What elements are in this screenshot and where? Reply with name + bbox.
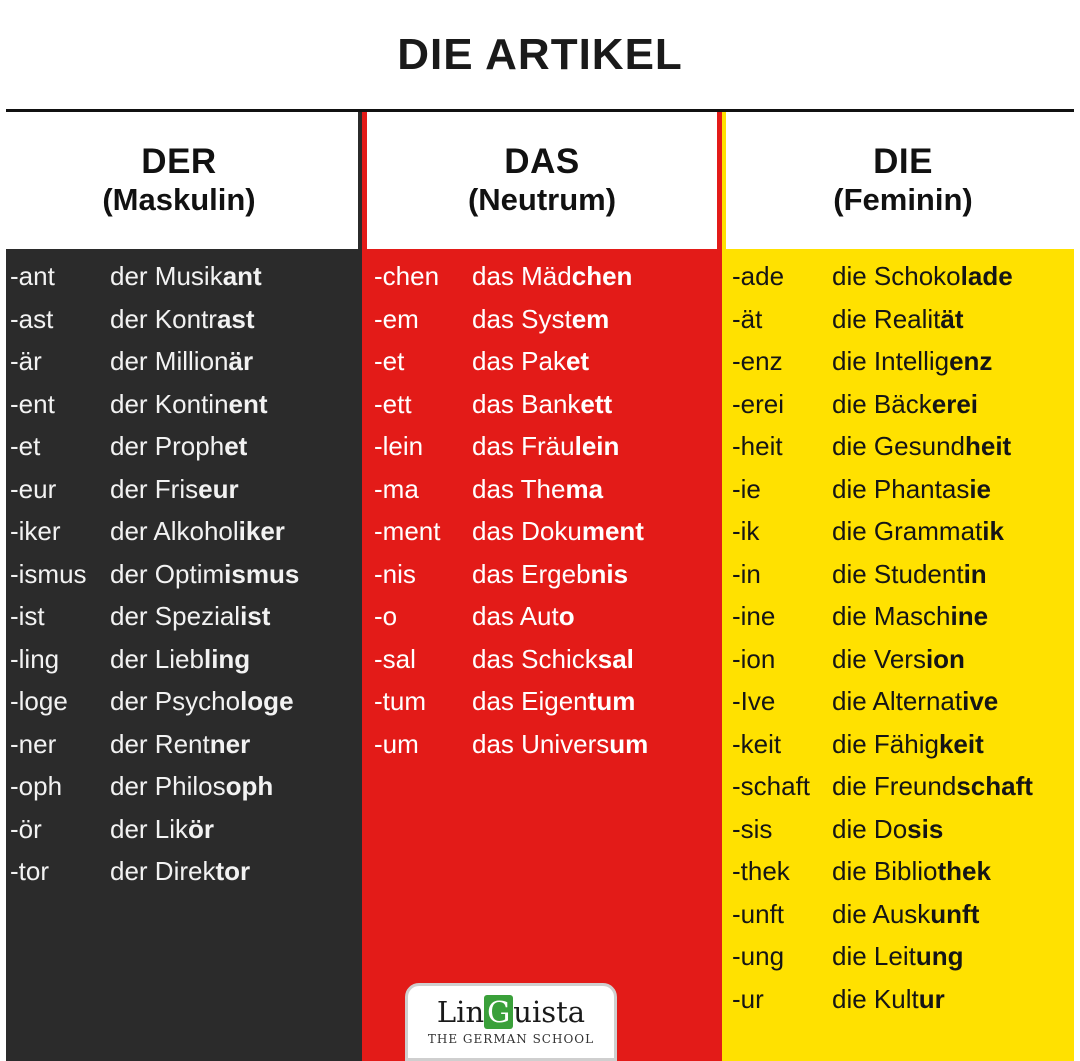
- word-ending: o: [558, 601, 575, 631]
- word-ending: tor: [215, 856, 251, 886]
- word-stem: der Proph: [110, 431, 225, 461]
- word-ending: ik: [982, 516, 1004, 546]
- table-row: [0, 643, 362, 689]
- word-ending: ör: [188, 813, 215, 844]
- table-row: [362, 688, 722, 731]
- table-row: [362, 558, 722, 604]
- word-ending: ant: [222, 261, 262, 291]
- suffix-cell: -ik: [732, 516, 760, 546]
- word-ending: in: [963, 558, 987, 589]
- example-word-cell: [472, 388, 613, 419]
- word-ending: ismus: [224, 558, 300, 589]
- table-row: [722, 558, 1080, 604]
- example-word-cell: [832, 983, 945, 1014]
- table-row: [722, 898, 1080, 944]
- suffix-cell: -um: [374, 728, 419, 759]
- example-word-cell: [832, 348, 992, 374]
- suffix-cell: -ung: [732, 941, 785, 971]
- column-header-die: [722, 112, 1080, 249]
- word-ending: ive: [962, 686, 999, 716]
- suffix-cell: -chen: [374, 261, 440, 291]
- table-row: [722, 773, 1080, 816]
- word-stem: der Spezial: [110, 601, 241, 631]
- column-article-das: DAS: [504, 142, 580, 182]
- column-gender-die: (Feminin): [833, 181, 973, 217]
- suffix-cell: -enz: [732, 346, 783, 376]
- suffix-cell: -tum: [374, 686, 426, 716]
- table-row: [0, 773, 362, 816]
- word-stem: das Fräu: [472, 431, 575, 461]
- logo-wordmark: [436, 995, 586, 1029]
- example-word-cell: [110, 858, 250, 884]
- example-word-cell: [472, 728, 649, 759]
- table-row: [362, 348, 722, 391]
- table-row: [362, 473, 722, 519]
- table-row: [0, 558, 362, 604]
- example-word-cell: [832, 433, 1011, 459]
- word-ending: lade: [960, 261, 1013, 291]
- word-stem: die Gesund: [832, 431, 965, 461]
- word-stem: das Mäd: [472, 261, 572, 291]
- word-ending: är: [228, 346, 254, 376]
- word-stem: die Biblio: [832, 856, 938, 886]
- word-ending: nis: [590, 558, 629, 589]
- word-stem: der Philos: [110, 771, 226, 801]
- word-stem: die Leit: [832, 941, 916, 971]
- column-die: [722, 112, 1080, 1061]
- example-word-cell: [110, 433, 247, 459]
- table-row: [0, 518, 362, 561]
- word-stem: der Psycho: [110, 686, 241, 716]
- word-ending: sis: [907, 813, 944, 844]
- example-word-cell: [832, 643, 965, 674]
- suffix-cell: -loge: [10, 686, 68, 716]
- word-ending: ett: [580, 388, 613, 419]
- table-row: [722, 348, 1080, 391]
- example-word-cell: [832, 858, 991, 884]
- table-row: [722, 943, 1080, 986]
- example-word-cell: [832, 813, 944, 844]
- word-stem: der Rent: [110, 728, 210, 759]
- suffix-cell: -ur: [732, 983, 764, 1014]
- word-ending: ist: [240, 601, 271, 631]
- word-stem: der Alkohol: [110, 516, 239, 546]
- example-word-cell: [472, 558, 629, 589]
- word-stem: die Do: [832, 813, 908, 844]
- table-row: [722, 688, 1080, 731]
- suffix-cell: -ät: [732, 303, 763, 334]
- word-stem: das Pak: [472, 346, 566, 376]
- example-word-cell: [110, 558, 300, 589]
- suffix-cell: -o: [374, 601, 398, 631]
- table-row: [0, 433, 362, 476]
- word-ending: unft: [930, 898, 980, 929]
- example-word-cell: [472, 688, 635, 714]
- word-stem: das Bank: [472, 388, 581, 419]
- word-ending: ent: [228, 388, 268, 419]
- example-word-cell: [832, 943, 964, 969]
- suffix-cell: -eur: [10, 473, 57, 504]
- word-stem: die Phantas: [832, 473, 970, 504]
- table-row: [0, 603, 362, 646]
- suffix-cell: -är: [10, 346, 42, 376]
- example-word-cell: [110, 773, 273, 799]
- example-word-cell: [110, 688, 294, 714]
- table-row: [722, 728, 1080, 774]
- table-row: [722, 813, 1080, 859]
- word-ending: sal: [597, 643, 634, 674]
- example-word-cell: [832, 898, 980, 929]
- column-gender-das: (Neutrum): [467, 181, 617, 217]
- word-ending: ie: [969, 473, 992, 504]
- word-ending: em: [571, 303, 610, 334]
- word-stem: der Lieb: [110, 643, 204, 674]
- word-stem: der Direk: [110, 856, 216, 886]
- word-ending: um: [609, 728, 649, 759]
- column-article-der: DER: [141, 142, 217, 182]
- word-ending: ner: [209, 728, 251, 759]
- column-das: [362, 112, 722, 1061]
- table-row: [0, 858, 362, 901]
- suffix-cell: -ine: [732, 601, 776, 631]
- word-stem: der Million: [110, 346, 229, 376]
- suffix-cell: -sis: [732, 813, 773, 844]
- word-ending: chen: [571, 261, 633, 291]
- word-ending: enz: [949, 346, 993, 376]
- suffix-cell: -Ive: [732, 686, 776, 716]
- suffix-cell: -ling: [10, 643, 60, 674]
- example-word-cell: [110, 603, 270, 629]
- page-title: DIE ARTIKEL: [397, 29, 683, 79]
- table-row: [722, 263, 1080, 306]
- word-ending: iker: [238, 516, 285, 546]
- word-ending: lein: [574, 431, 620, 461]
- suffix-cell: -ist: [10, 601, 45, 631]
- word-ending: ät: [940, 303, 964, 334]
- column-header-der: [0, 112, 362, 249]
- example-word-cell: [832, 688, 998, 714]
- suffix-cell: -oph: [10, 771, 63, 801]
- suffix-cell: -em: [374, 303, 419, 334]
- table-row: [0, 688, 362, 731]
- suffix-cell: -keit: [732, 728, 782, 759]
- table-row: [362, 643, 722, 689]
- suffix-cell: -schaft: [732, 771, 811, 801]
- word-stem: das The: [472, 473, 566, 504]
- table-row: [0, 473, 362, 519]
- suffix-cell: -et: [10, 431, 41, 461]
- suffix-cell: -ment: [374, 516, 441, 546]
- word-stem: der Lik: [110, 813, 189, 844]
- word-stem: der Optim: [110, 558, 225, 589]
- suffix-cell: -ie: [732, 473, 761, 504]
- suffix-cell: -ner: [10, 728, 57, 759]
- column-body-der: [0, 249, 362, 1061]
- example-word-cell: [472, 603, 575, 629]
- suffix-cell: -unft: [732, 898, 785, 929]
- word-stem: die Schoko: [832, 261, 961, 291]
- suffix-cell: -ast: [10, 303, 54, 334]
- word-stem: die Student: [832, 558, 964, 589]
- word-ending: ment: [581, 516, 644, 546]
- linguista-logo: [405, 983, 617, 1061]
- word-stem: die Alternat: [832, 686, 963, 716]
- word-ending: loge: [240, 686, 294, 716]
- example-word-cell: [472, 518, 644, 544]
- columns-container: [0, 112, 1080, 1061]
- suffix-cell: -iker: [10, 516, 61, 546]
- table-row: [722, 433, 1080, 476]
- column-der: [0, 112, 362, 1061]
- word-ending: heit: [964, 431, 1012, 461]
- table-row: [0, 303, 362, 349]
- table-row: [0, 388, 362, 434]
- word-ending: keit: [938, 728, 984, 759]
- word-ending: tum: [587, 686, 636, 716]
- word-ending: ma: [565, 473, 604, 504]
- example-word-cell: [110, 518, 285, 544]
- example-word-cell: [832, 303, 964, 334]
- example-word-cell: [110, 303, 255, 334]
- word-stem: das Doku: [472, 516, 582, 546]
- example-word-cell: [472, 303, 610, 334]
- table-row: [362, 433, 722, 476]
- word-stem: das Eigen: [472, 686, 588, 716]
- word-stem: die Grammat: [832, 516, 983, 546]
- word-stem: die Kult: [832, 983, 919, 1014]
- suffix-cell: -in: [732, 558, 761, 589]
- table-row: [362, 388, 722, 434]
- column-article-die: DIE: [873, 142, 933, 182]
- table-row: [722, 858, 1080, 901]
- logo-name-highlight: G: [484, 995, 513, 1029]
- suffix-cell: -ent: [10, 388, 55, 419]
- poster-title-bar: [0, 0, 1080, 112]
- word-ending: et: [224, 431, 248, 461]
- example-word-cell: [832, 603, 988, 629]
- example-word-cell: [472, 473, 604, 504]
- suffix-cell: -ismus: [10, 558, 87, 589]
- example-word-cell: [832, 773, 1033, 799]
- suffix-cell: -nis: [374, 558, 416, 589]
- column-gender-der: (Maskulin): [102, 181, 256, 217]
- word-stem: der Fris: [110, 473, 199, 504]
- suffix-cell: -ett: [374, 388, 412, 419]
- example-word-cell: [832, 558, 987, 589]
- word-stem: die Bäck: [832, 388, 932, 419]
- suffix-cell: -heit: [732, 431, 783, 461]
- example-word-cell: [110, 348, 253, 374]
- table-row: [0, 813, 362, 859]
- example-word-cell: [472, 643, 634, 674]
- example-word-cell: [832, 263, 1013, 289]
- frame-edge-left: [0, 0, 6, 1061]
- table-row: [722, 388, 1080, 434]
- suffix-cell: -ion: [732, 643, 776, 674]
- table-row: [362, 728, 722, 774]
- example-word-cell: [110, 263, 262, 289]
- word-ending: ling: [203, 643, 251, 674]
- word-stem: der Kontr: [110, 303, 217, 334]
- suffix-cell: -tor: [10, 856, 49, 886]
- word-stem: das Univers: [472, 728, 610, 759]
- table-row: [0, 348, 362, 391]
- column-header-das: [362, 112, 722, 249]
- example-word-cell: [472, 263, 632, 289]
- word-stem: das Syst: [472, 303, 572, 334]
- column-body-das: [362, 249, 722, 1061]
- example-word-cell: [832, 728, 984, 759]
- table-row: [362, 603, 722, 646]
- suffix-cell: -lein: [374, 431, 424, 461]
- word-ending: eur: [198, 473, 239, 504]
- example-word-cell: [110, 643, 251, 674]
- word-stem: die Masch: [832, 601, 951, 631]
- example-word-cell: [110, 473, 239, 504]
- word-stem: das Aut: [472, 601, 559, 631]
- word-stem: das Ergeb: [472, 558, 591, 589]
- example-word-cell: [110, 813, 215, 844]
- word-stem: das Schick: [472, 643, 598, 674]
- table-row: [722, 518, 1080, 561]
- table-row: [722, 473, 1080, 519]
- word-ending: et: [565, 346, 590, 376]
- word-stem: die Vers: [832, 643, 926, 674]
- example-word-cell: [110, 388, 268, 419]
- table-row: [0, 263, 362, 306]
- example-word-cell: [472, 433, 619, 459]
- word-ending: ine: [950, 601, 989, 631]
- word-ending: ast: [216, 303, 255, 334]
- word-stem: die Fähig: [832, 728, 939, 759]
- example-word-cell: [832, 388, 978, 419]
- example-word-cell: [832, 473, 992, 504]
- example-word-cell: [832, 518, 1004, 544]
- column-body-die: [722, 249, 1080, 1061]
- suffix-cell: -erei: [732, 388, 785, 419]
- word-ending: erei: [931, 388, 978, 419]
- suffix-cell: -thek: [732, 856, 790, 886]
- suffix-cell: -sal: [374, 643, 416, 674]
- word-ending: ion: [925, 643, 965, 674]
- example-word-cell: [472, 348, 589, 374]
- table-row: [362, 263, 722, 306]
- word-ending: ung: [915, 941, 964, 971]
- example-word-cell: [110, 728, 251, 759]
- suffix-cell: -et: [374, 346, 405, 376]
- word-stem: die Intellig: [832, 346, 950, 376]
- word-stem: der Kontin: [110, 388, 229, 419]
- suffix-cell: -ör: [10, 813, 42, 844]
- table-row: [722, 643, 1080, 689]
- logo-tagline: THE GERMAN SCHOOL: [427, 1032, 595, 1046]
- word-stem: die Ausk: [832, 898, 931, 929]
- logo-name-part2: uista: [513, 995, 586, 1029]
- word-ending: ur: [918, 983, 945, 1014]
- word-stem: der Musik: [110, 261, 223, 291]
- table-row: [722, 983, 1080, 1029]
- word-ending: oph: [225, 771, 274, 801]
- logo-name-part1: Lin: [436, 995, 485, 1029]
- word-stem: die Freund: [832, 771, 957, 801]
- suffix-cell: -ade: [732, 261, 785, 291]
- suffix-cell: -ant: [10, 261, 55, 291]
- word-ending: schaft: [956, 771, 1033, 801]
- suffix-cell: -ma: [374, 473, 419, 504]
- word-ending: thek: [937, 856, 991, 886]
- table-row: [362, 518, 722, 561]
- table-row: [0, 728, 362, 774]
- word-stem: die Realit: [832, 303, 941, 334]
- table-row: [722, 303, 1080, 349]
- table-row: [722, 603, 1080, 646]
- frame-edge-right: [1074, 0, 1080, 1061]
- table-row: [362, 303, 722, 349]
